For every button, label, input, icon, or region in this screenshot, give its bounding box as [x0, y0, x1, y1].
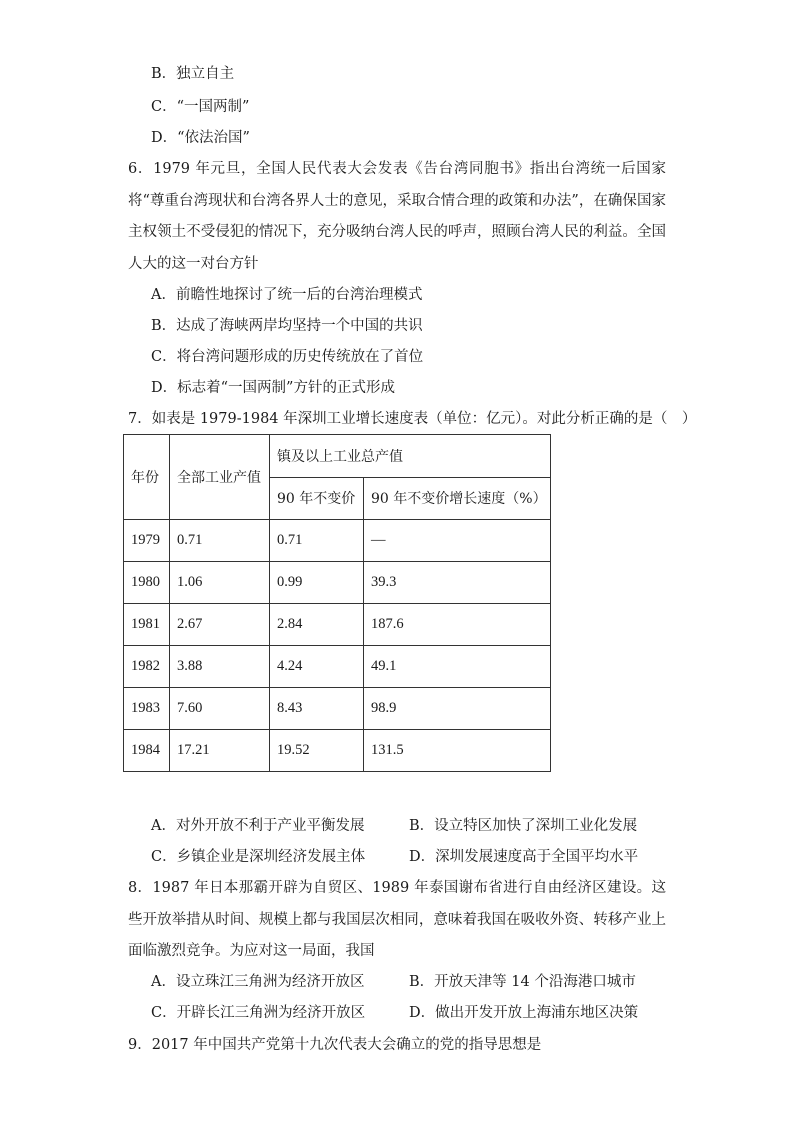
table-row [124, 688, 551, 730]
cell-year: 1982 [124, 646, 170, 688]
cell-const: 0.71 [270, 520, 364, 562]
cell-growth: 131.5 [364, 730, 551, 772]
cell-const: 2.84 [270, 604, 364, 646]
cell-total: 1.06 [170, 562, 270, 604]
q8-option-a: A．设立珠江三角洲为经济开放区 [151, 974, 365, 990]
q9-stem: 9．2017 年中国共产党第十九次代表大会确立的党的指导思想是 [128, 1037, 542, 1053]
table-row [124, 604, 551, 646]
q5-option-c: C．“一国两制” [151, 99, 250, 115]
cell-year: 1984 [124, 730, 170, 772]
q7-option-b: B．设立特区加快了深圳工业化发展 [409, 818, 638, 834]
header-year: 年份 [124, 435, 170, 520]
cell-growth: 98.9 [364, 688, 551, 730]
table-header-row [124, 435, 551, 478]
q7-stem: 7．如表是 1979-1984 年深圳工业增长速度表（单位：亿元）。对此分析正确的是（ ） [128, 411, 697, 427]
cell-growth: — [364, 520, 551, 562]
q7-option-c: C．乡镇企业是深圳经济发展主体 [151, 849, 366, 865]
table-row [124, 646, 551, 688]
header-growth-rate: 90 年不变价增长速度（%） [364, 477, 551, 520]
q7-option-a: A．对外开放不利于产业平衡发展 [151, 818, 365, 834]
cell-growth: 187.6 [364, 604, 551, 646]
cell-total: 17.21 [170, 730, 270, 772]
header-total-output: 全部工业产值 [170, 435, 270, 520]
cell-const: 8.43 [270, 688, 364, 730]
header-town-output: 镇及以上工业总产值 [270, 435, 551, 478]
cell-year: 1983 [124, 688, 170, 730]
q6-option-c: C．将台湾问题形成的历史传统放在了首位 [151, 349, 424, 365]
cell-growth: 39.3 [364, 562, 551, 604]
q6-option-d: D．标志着“一国两制”方针的正式形成 [151, 380, 395, 396]
q7-option-d: D．深圳发展速度高于全国平均水平 [409, 849, 639, 865]
cell-total: 3.88 [170, 646, 270, 688]
cell-year: 1980 [124, 562, 170, 604]
industry-growth-table [123, 434, 551, 772]
table-row [124, 730, 551, 772]
cell-const: 4.24 [270, 646, 364, 688]
q6-stem: 6．1979 年元旦，全国人民代表大会发表《告台湾同胞书》指出台湾统一后国家将“尊重台湾现状和台湾各界人士的意见，采取合情合理的政策和办法”，在确保国家主权领土不受侵犯的情况下，充分吸纳台湾人民的呼声，照顾台湾人民的利益。全国人大的这一对台方针 [128, 161, 666, 272]
cell-total: 2.67 [170, 604, 270, 646]
q5-option-b: B．独立自主 [151, 66, 235, 82]
table-row [124, 520, 551, 562]
cell-total: 0.71 [170, 520, 270, 562]
q5-option-d: D．“依法治国” [151, 130, 250, 146]
q6-option-a: A．前瞻性地探讨了统一后的台湾治理模式 [151, 287, 423, 303]
cell-year: 1981 [124, 604, 170, 646]
q6-option-b: B．达成了海峡两岸均坚持一个中国的共识 [151, 318, 423, 334]
cell-total: 7.60 [170, 688, 270, 730]
cell-const: 19.52 [270, 730, 364, 772]
q8-option-d: D．做出开发开放上海浦东地区决策 [409, 1005, 639, 1021]
q8-option-c: C．开辟长江三角洲为经济开放区 [151, 1005, 366, 1021]
table-row [124, 562, 551, 604]
cell-year: 1979 [124, 520, 170, 562]
cell-const: 0.99 [270, 562, 364, 604]
q8-stem: 8．1987 年日本那霸开辟为自贸区、1989 年泰国谢布省进行自由经济区建设。这些开放举措从时间、规模上都与我国层次相同，意味着我国在吸收外资、转移产业上面临激烈竞争。为应对这一局面，我国 [128, 880, 666, 959]
q8-option-b: B．开放天津等 14 个沿海港口城市 [409, 974, 636, 990]
header-constant-price: 90 年不变价 [270, 477, 364, 520]
cell-growth: 49.1 [364, 646, 551, 688]
